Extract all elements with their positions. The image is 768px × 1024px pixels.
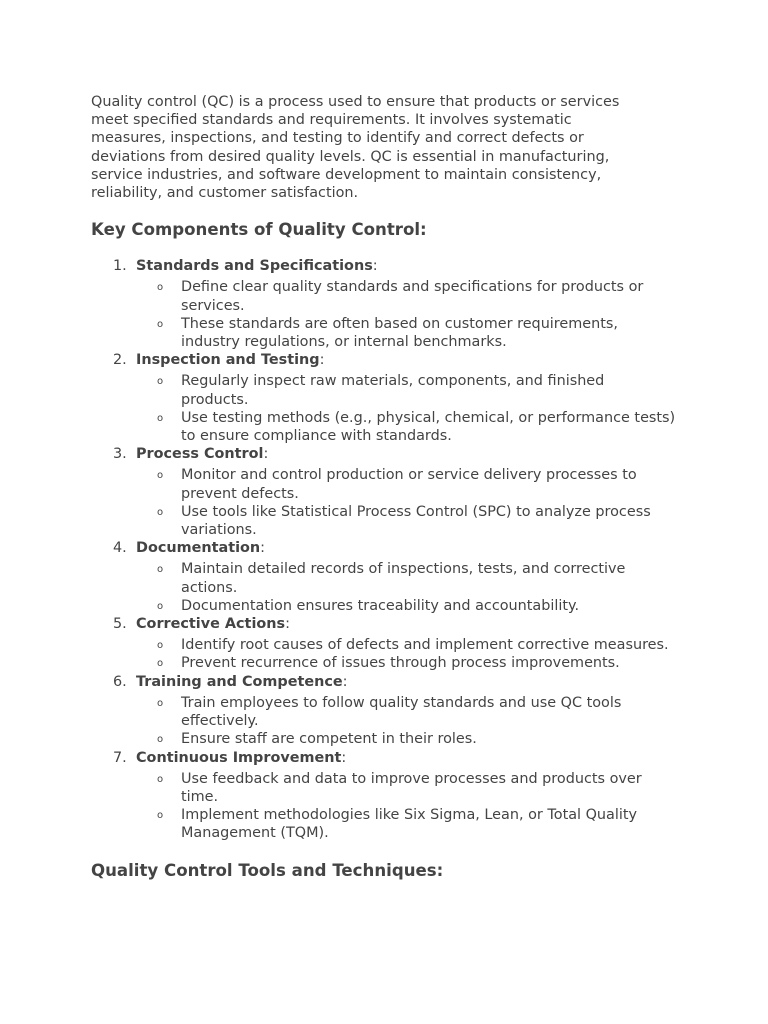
sub-item [136,278,676,314]
component-number: 6. [113,673,127,690]
circle-bullet-icon: o [157,773,164,785]
sub-item-text: Use testing methods (e.g., physical, chemical, or performance tests) to ensure compliance with standards. [181,409,676,445]
sub-item [136,372,676,408]
component-title: Standards and Specifications [136,258,373,275]
component-number: 3. [113,446,127,463]
component-title: Inspection and Testing [136,352,320,369]
component-sublist [136,694,678,749]
component-item [91,749,678,843]
component-item [91,257,678,351]
sub-item-text: Use tools like Statistical Process Control (SPC) to analyze process variations. [181,503,651,539]
circle-bullet-icon: o [157,640,164,652]
heading-key-components: Key Components of Quality Control: [91,220,427,240]
component-sublist [136,278,678,351]
sub-item-text: Use feedback and data to improve processes and products over time. [181,770,642,805]
component-number: 2. [113,352,127,369]
sub-item-text: Maintain detailed records of inspections, tests, and corrective actions. [181,561,626,596]
component-sublist [136,372,678,445]
circle-bullet-icon: o [157,412,164,424]
component-item [91,615,678,673]
sub-item [136,560,676,596]
sub-item [136,730,676,748]
sub-item [136,597,676,615]
component-title: Continuous Improvement [136,749,342,766]
component-item [91,445,678,539]
sub-item-text: Prevent recurrence of issues through process improvements. [181,655,620,672]
component-sublist [136,560,678,615]
component-title: Corrective Actions [136,616,286,633]
sub-item [136,694,676,730]
sub-item-text: Regularly inspect raw materials, components, and finished products. [181,373,605,408]
sub-item-text: Identify root causes of defects and implement corrective measures. [181,637,669,654]
sub-item-text: Implement methodologies like Six Sigma, Lean, or Total Quality Management (TQM). [181,807,638,842]
circle-bullet-icon: o [157,282,164,294]
sub-item [136,770,676,806]
component-number: 5. [113,616,127,633]
intro-paragraph: Quality control (QC) is a process used to ensure that products or services meet specified standards and requirements. It involves systematic measures, inspections, and testing to identify and correct defects or deviations from desired quality levels. QC is essential in manufacturing, service industries, and software development to maintain consistency, reliability, and customer satisfaction. [91,94,620,202]
circle-bullet-icon: o [157,658,164,670]
circle-bullet-icon: o [157,600,164,612]
sub-item-text: These standards are often based on customer requirements, industry regulations, or internal benchmarks. [181,315,618,351]
component-number: 7. [113,749,127,766]
sub-item [136,466,676,502]
component-item [91,351,678,445]
component-colon: : [341,749,347,766]
sub-item [136,409,676,445]
components-list [91,257,678,842]
sub-item-text: Define clear quality standards and specifications for products or services. [181,279,644,314]
component-colon: : [372,258,378,275]
component-sublist [136,770,678,843]
circle-bullet-icon: o [157,810,164,822]
sub-item [136,654,676,672]
sub-item-text: Train employees to follow quality standards and use QC tools effectively. [181,694,622,730]
circle-bullet-icon: o [157,470,164,482]
component-title: Documentation [136,540,261,557]
component-colon: : [263,446,269,463]
sub-item [136,315,676,351]
component-colon: : [342,673,348,690]
circle-bullet-icon: o [157,734,164,746]
sub-item-text: Documentation ensures traceability and accountability. [181,597,580,614]
component-colon: : [260,540,265,557]
component-title: Process Control [136,446,264,463]
component-sublist [136,466,678,539]
sub-item [136,636,676,654]
component-colon: : [285,616,290,633]
sub-item [136,503,676,539]
sub-item [136,806,676,842]
sub-item-text: Ensure staff are competent in their roles. [181,731,477,748]
circle-bullet-icon: o [157,564,164,576]
component-number: 4. [113,540,127,557]
component-item [91,673,678,749]
component-item [91,539,678,615]
circle-bullet-icon: o [157,697,164,709]
component-title: Training and Competence [136,673,343,690]
heading-tools-techniques: Quality Control Tools and Techniques: [91,860,444,880]
circle-bullet-icon: o [157,376,164,388]
component-number: 1. [113,258,127,275]
sub-item-text: Monitor and control production or service delivery processes to prevent defects. [181,467,637,502]
circle-bullet-icon: o [157,318,164,330]
component-colon: : [319,352,325,369]
circle-bullet-icon: o [157,506,164,518]
component-sublist [136,636,678,672]
